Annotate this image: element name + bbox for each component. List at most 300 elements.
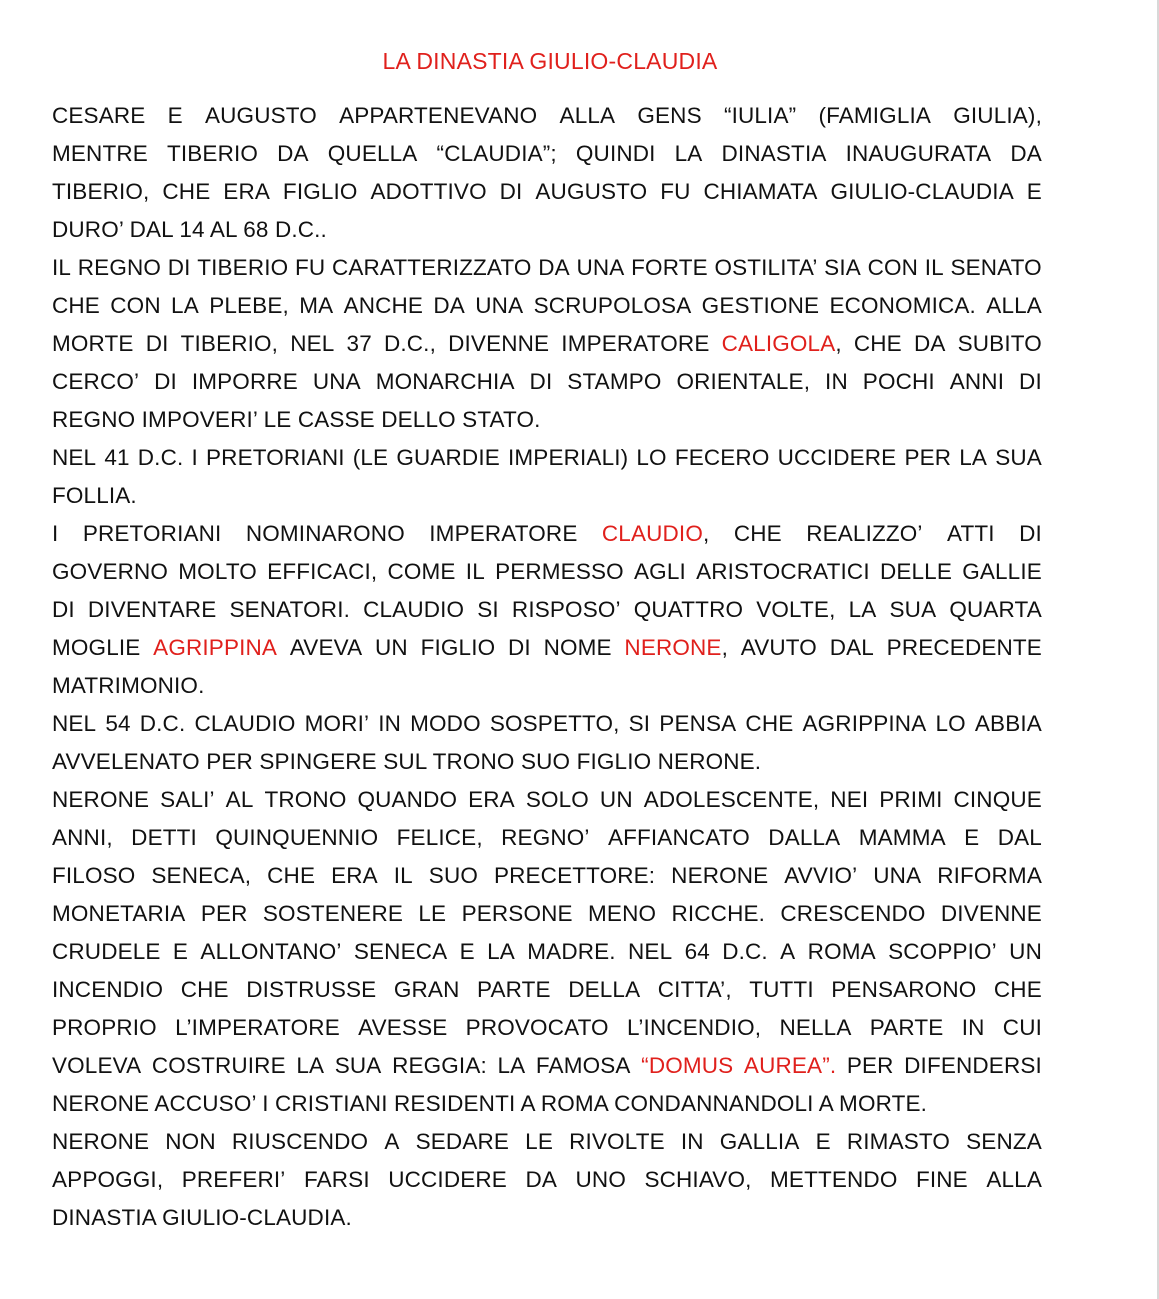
word: UCCIDERE	[777, 445, 897, 470]
word: NERONE,	[624, 635, 728, 660]
word: QUARTA	[949, 597, 1042, 622]
word: CHE	[853, 331, 902, 356]
word: MADRE.	[527, 939, 616, 964]
text-line	[52, 781, 1042, 819]
word: COSTRUIRE	[151, 1053, 286, 1078]
word: ADOTTIVO	[370, 179, 487, 204]
word: DI	[167, 255, 191, 280]
text-line	[52, 705, 1042, 743]
word: PLEBE,	[209, 293, 289, 318]
word: MOGLIE	[52, 635, 141, 660]
word: FINE	[915, 1167, 968, 1192]
text-line	[52, 249, 1042, 287]
word: CHE	[267, 863, 316, 888]
word: SENECA,	[151, 863, 252, 888]
word: D.C.	[137, 445, 184, 470]
word: DI	[1019, 369, 1042, 394]
word: RIFORMA	[937, 863, 1042, 888]
word: MENO	[588, 901, 657, 926]
word: IMPERATORE	[561, 331, 710, 356]
word: CHE	[745, 711, 794, 736]
word: NEL	[628, 939, 673, 964]
word: LA	[959, 445, 988, 470]
word: PREFERI’	[181, 1167, 286, 1192]
word: LO	[935, 711, 966, 736]
word: PENSA	[659, 711, 737, 736]
word: RIVOLTE	[569, 1129, 665, 1154]
word: “IULIA”	[723, 103, 797, 128]
word: AUGUSTO	[535, 179, 648, 204]
highlighted-term: CLAUDIO	[601, 521, 703, 546]
word: ANCHE	[343, 293, 424, 318]
word: IMPERATORE	[429, 521, 578, 546]
word: FIGLIO	[282, 179, 358, 204]
word: DI	[154, 369, 177, 394]
word: UNA	[873, 863, 922, 888]
word: ERA	[331, 863, 378, 888]
word: GALLIE	[962, 559, 1042, 584]
word: UNA	[475, 293, 524, 318]
word: CHE	[162, 179, 211, 204]
word: SALI’	[160, 787, 215, 812]
word: LA	[487, 939, 515, 964]
word: SUA	[995, 445, 1042, 470]
word: DI	[52, 597, 75, 622]
word: ALLONTANO’	[200, 939, 342, 964]
word: GOVERNO	[52, 559, 169, 584]
text-line	[52, 1047, 1042, 1085]
text-line	[52, 515, 1042, 553]
word: ORIENTALE,	[676, 369, 811, 394]
word: GENS	[637, 103, 702, 128]
word: SCOPPIO’	[888, 939, 997, 964]
word: CESARE	[52, 103, 146, 128]
word: IL	[924, 255, 944, 280]
word: 37	[346, 331, 372, 356]
word: IN	[680, 1129, 704, 1154]
text-segment: DURO’ DAL 14 AL 68 D.C..	[52, 217, 327, 242]
word: LA	[848, 597, 877, 622]
word: A	[780, 939, 796, 964]
word: PRECEDENTE	[886, 635, 1042, 660]
word: IL	[52, 255, 72, 280]
text-segment: DINASTIA GIULIO-CLAUDIA.	[52, 1205, 352, 1230]
word: SUA	[334, 1053, 382, 1078]
word: SCHIAVO,	[644, 1167, 752, 1192]
word: E	[964, 825, 980, 850]
word: CHE	[180, 977, 229, 1002]
word: ADOLESCENTE,	[643, 787, 820, 812]
word: ERA	[223, 179, 270, 204]
text-line	[52, 325, 1042, 363]
text-line	[52, 895, 1042, 933]
word: SI	[628, 711, 651, 736]
word: (LE	[352, 445, 389, 470]
word: I	[191, 445, 198, 470]
word: METTENDO	[770, 1167, 898, 1192]
word: GALLIA	[719, 1129, 800, 1154]
word: NEI	[830, 787, 869, 812]
word: IMPORRE	[191, 369, 298, 394]
word: NERONE	[52, 1129, 150, 1154]
word: PRETORIANI	[206, 445, 345, 470]
word: MORI’	[304, 711, 370, 736]
word: E	[167, 103, 183, 128]
word: CERCO’	[52, 369, 140, 394]
text-line	[52, 477, 1042, 515]
word: CHIAMATA	[703, 179, 818, 204]
word: DI	[529, 369, 553, 394]
word: SOSTENERE	[262, 901, 404, 926]
word: 64	[684, 939, 710, 964]
word: DELLE	[879, 559, 952, 584]
word: SEDARE	[415, 1129, 510, 1154]
word: UN	[599, 787, 633, 812]
word: DINASTIA	[721, 141, 827, 166]
word: DI	[1019, 521, 1042, 546]
word: I	[52, 521, 59, 546]
word: ABBIA	[974, 711, 1042, 736]
word: D.C.	[722, 939, 768, 964]
word: LE	[525, 1129, 553, 1154]
word: PARTE	[476, 977, 551, 1002]
word: APPARTENEVANO	[339, 103, 538, 128]
word: ECONOMICA.	[829, 293, 976, 318]
word: ROMA	[807, 939, 876, 964]
word: VOLTE,	[756, 597, 836, 622]
word: PERSONE	[461, 901, 573, 926]
word: AVESSE	[358, 1015, 448, 1040]
word: NEL	[290, 331, 335, 356]
text-segment: NERONE ACCUSO’ I CRISTIANI RESIDENTI A ROMA CONDANNANDOLI A MORTE.	[52, 1091, 928, 1116]
word: REGNO	[77, 255, 162, 280]
word: PER	[846, 1053, 894, 1078]
word: PERMESSO	[495, 559, 624, 584]
word: AVVIO’	[784, 863, 858, 888]
word: SUA	[889, 597, 937, 622]
text-line	[52, 97, 1042, 135]
text-line	[52, 1199, 1042, 1237]
word: SI	[477, 597, 499, 622]
word: DAL	[829, 635, 874, 660]
word: ANNI,	[52, 825, 113, 850]
word: E	[459, 939, 475, 964]
word: QUINDI	[575, 141, 656, 166]
word: ALLA	[986, 1167, 1042, 1192]
highlighted-term: AGRIPPINA	[153, 635, 278, 660]
word: PRETORIANI	[82, 521, 222, 546]
word: TIBERIO,	[52, 179, 150, 204]
word: QUANDO	[357, 787, 458, 812]
word: FARSI	[303, 1167, 370, 1192]
word: PER	[200, 901, 248, 926]
word: PRECETTORE:	[493, 863, 656, 888]
word: NON	[165, 1129, 216, 1154]
word: CRESCENDO	[780, 901, 926, 926]
word: FAMOSA	[535, 1053, 631, 1078]
text-line	[52, 287, 1042, 325]
text-line	[52, 553, 1042, 591]
text-segment: AVVELENATO PER SPINGERE SUL TRONO SUO FIGLIO NERONE.	[52, 749, 762, 774]
word: AVEVA	[289, 635, 363, 660]
word: FU	[294, 255, 326, 280]
word: DIVENNE	[448, 331, 550, 356]
word: CON	[110, 293, 161, 318]
word: SCRUPOLOSA	[533, 293, 692, 318]
word: LA	[296, 1053, 325, 1078]
word: DIFENDERSI	[904, 1053, 1042, 1078]
word: OSTILITA’	[714, 255, 818, 280]
word: SIA	[824, 255, 861, 280]
word: NERONE	[52, 787, 150, 812]
word: CON	[867, 255, 919, 280]
word: FELICE,	[396, 825, 483, 850]
word: (FAMIGLIA	[818, 103, 932, 128]
word: SOLO	[525, 787, 589, 812]
word: MONARCHIA	[375, 369, 515, 394]
word: DA	[538, 255, 570, 280]
word: SENATO	[950, 255, 1042, 280]
word: RICCHE.	[671, 901, 766, 926]
word: SOSPETTO,	[489, 711, 620, 736]
word: D.C.	[139, 711, 186, 736]
word: LO	[636, 445, 667, 470]
word: DELLA	[568, 977, 641, 1002]
document-title: LA DINASTIA GIULIO-CLAUDIA	[382, 48, 718, 74]
word: DI	[145, 331, 169, 356]
word: AGLI	[634, 559, 686, 584]
word: PARTE	[869, 1015, 944, 1040]
word: D.C.,	[383, 331, 436, 356]
word: EFFICACI,	[267, 559, 378, 584]
word: RIMASTO	[846, 1129, 951, 1154]
word: SUBITO	[957, 331, 1042, 356]
word: GIULIA),	[953, 103, 1042, 128]
word: NEL	[52, 445, 97, 470]
word: DETTI	[131, 825, 197, 850]
text-line	[52, 135, 1042, 173]
word: QUINQUENNIO	[215, 825, 379, 850]
word: VOLEVA	[52, 1053, 142, 1078]
document-body	[52, 97, 1042, 1237]
text-line	[52, 933, 1042, 971]
word: UNO	[575, 1167, 626, 1192]
word: “CLAUDIA”;	[436, 141, 557, 166]
text-line	[52, 743, 1042, 781]
word: MOLTO	[178, 559, 257, 584]
text-line	[52, 1085, 1042, 1123]
word: FECERO	[674, 445, 770, 470]
word: DA	[525, 1167, 558, 1192]
word: INAUGURATA	[845, 141, 992, 166]
word: ANNI	[949, 369, 1005, 394]
text-line	[52, 857, 1042, 895]
word: LA	[497, 1053, 526, 1078]
word: DALLA	[768, 825, 841, 850]
word: STAMPO	[567, 369, 662, 394]
word: GIULIO-CLAUDIA	[830, 179, 1014, 204]
text-line	[52, 629, 1042, 667]
word: TIBERIO,	[180, 331, 279, 356]
text-line	[52, 1123, 1042, 1161]
word: IN	[378, 711, 402, 736]
word: E	[172, 939, 189, 964]
text-line	[52, 819, 1042, 857]
word: AVUTO	[740, 635, 817, 660]
word: IL	[393, 863, 413, 888]
word: PER	[904, 445, 952, 470]
word: A	[384, 1129, 400, 1154]
text-line	[52, 591, 1042, 629]
word: NOME	[543, 635, 612, 660]
text-segment: MATRIMONIO.	[52, 673, 205, 698]
word: MODO	[410, 711, 481, 736]
word: DA	[433, 293, 465, 318]
word: IN	[961, 1015, 985, 1040]
highlighted-term: NERONE	[624, 635, 722, 660]
text-line	[52, 439, 1042, 477]
word: MONETARIA	[52, 901, 186, 926]
word: CHE	[52, 293, 100, 318]
word: DA	[277, 141, 309, 166]
word: SUO	[428, 863, 478, 888]
word: QUELLA	[327, 141, 418, 166]
word: NELLA	[779, 1015, 852, 1040]
word: CINQUE	[953, 787, 1042, 812]
word: MA	[299, 293, 334, 318]
word: UN	[375, 635, 408, 660]
word: INCENDIO	[52, 977, 164, 1002]
word: FU	[660, 179, 691, 204]
word: DA	[913, 331, 946, 356]
word: MAMMA	[858, 825, 946, 850]
word: MORTE	[52, 331, 134, 356]
word: CHE	[993, 977, 1042, 1002]
word: SENZA	[966, 1129, 1042, 1154]
word: POCHI	[862, 369, 935, 394]
word: UNA	[576, 255, 625, 280]
word: CHE	[733, 521, 782, 546]
word: DA	[1010, 141, 1042, 166]
text-line	[52, 971, 1042, 1009]
word: L’IMPERATORE	[175, 1015, 340, 1040]
word: TRONO	[264, 787, 347, 812]
word: REGNO’	[501, 825, 590, 850]
word: CALIGOLA,	[721, 331, 842, 356]
text-line	[52, 173, 1042, 211]
word: IMPERIALI)	[508, 445, 629, 470]
word	[153, 629, 277, 667]
highlighted-term: CALIGOLA	[721, 331, 836, 356]
word: FILOSO	[52, 863, 136, 888]
word: DAL	[997, 825, 1042, 850]
word: UCCIDERE	[388, 1167, 507, 1192]
word: UNA	[312, 369, 361, 394]
text-line	[52, 211, 1042, 249]
word: REGGIA:	[392, 1053, 487, 1078]
word: CUI	[1002, 1015, 1042, 1040]
word: IL	[465, 559, 485, 584]
text-line	[52, 1161, 1042, 1199]
word: GESTIONE	[701, 293, 820, 318]
word: FIGLIO	[420, 635, 496, 660]
word: CITTA’,	[657, 977, 732, 1002]
word: SENECA	[353, 939, 448, 964]
word: TUTTI	[749, 977, 814, 1002]
text-segment: FOLLIA.	[52, 483, 137, 508]
word: AL	[225, 787, 254, 812]
word: GUARDIE	[396, 445, 500, 470]
text-line	[52, 363, 1042, 401]
word: GRAN	[393, 977, 460, 1002]
word: ALLA	[559, 103, 616, 128]
word: ATTI	[947, 521, 995, 546]
word: AUGUSTO	[204, 103, 317, 128]
word: PRIMI	[879, 787, 943, 812]
word: RIUSCENDO	[231, 1129, 369, 1154]
word: IN	[825, 369, 848, 394]
word: PENSARONO	[831, 977, 977, 1002]
word: LE	[418, 901, 447, 926]
word: TIBERIO	[166, 141, 259, 166]
word: 41	[104, 445, 130, 470]
word	[641, 1047, 733, 1085]
word: CLAUDIO,	[601, 521, 710, 546]
text-line	[52, 401, 1042, 439]
word: PROVOCATO	[465, 1015, 609, 1040]
word: ARISTOCRATICI	[696, 559, 870, 584]
word: APPOGGI,	[52, 1167, 164, 1192]
word: PROPRIO	[52, 1015, 157, 1040]
word	[744, 1047, 836, 1085]
word: CRUDELE	[52, 939, 161, 964]
word: CARATTERIZZATO	[331, 255, 532, 280]
text-segment: REGNO IMPOVERI’ LE CASSE DELLO STATO.	[52, 407, 541, 432]
word: CLAUDIO	[194, 711, 296, 736]
word: E	[1026, 179, 1042, 204]
word: RISPOSO’	[511, 597, 621, 622]
highlighted-term: AUREA”.	[743, 1053, 837, 1078]
word: L’INCENDIO,	[626, 1015, 762, 1040]
word: LA	[171, 293, 199, 318]
word: E	[815, 1129, 831, 1154]
word: TIBERIO	[197, 255, 289, 280]
text-line	[52, 667, 1042, 705]
text-line	[52, 1009, 1042, 1047]
word: LA	[674, 141, 703, 166]
word: ERA	[468, 787, 515, 812]
word: NOMINARONO	[245, 521, 405, 546]
word: REALIZZO’	[806, 521, 923, 546]
word: QUATTRO	[633, 597, 744, 622]
word: DIVENNE	[940, 901, 1042, 926]
word: CLAUDIO	[363, 597, 465, 622]
highlighted-term: “DOMUS	[641, 1053, 734, 1078]
word: COME	[387, 559, 456, 584]
word: UN	[1009, 939, 1042, 964]
word: DISTRUSSE	[246, 977, 377, 1002]
word: DI	[499, 179, 523, 204]
word: DI	[508, 635, 531, 660]
word: SENATORI.	[229, 597, 350, 622]
word: 54	[105, 711, 131, 736]
word: ALLA	[986, 293, 1042, 318]
word: DIVENTARE	[87, 597, 217, 622]
word: NERONE	[671, 863, 769, 888]
word: AFFIANCATO	[607, 825, 750, 850]
word: FORTE	[631, 255, 708, 280]
word: NEL	[52, 711, 97, 736]
